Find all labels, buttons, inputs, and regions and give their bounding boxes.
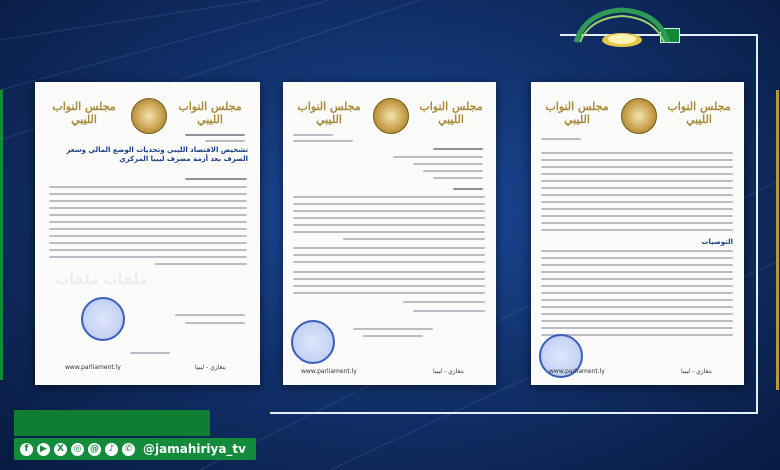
document-header xyxy=(283,90,496,134)
youtube-icon[interactable]: ▶ xyxy=(37,443,50,456)
social-bar-accent xyxy=(14,410,210,436)
official-stamp-icon xyxy=(81,297,125,341)
parliament-seal-icon xyxy=(373,98,409,134)
header-calligraphy-left: مجلس النواب الليبي xyxy=(52,100,116,126)
x-icon[interactable]: X xyxy=(54,443,67,456)
header-calligraphy-right: مجلس النواب الليبي xyxy=(667,100,731,126)
document-page-1: مجلس النواب الليبي مجلس النواب الليبي تشخيص الاقتصاد الليبي وتحديات الوضع المالي وسعر الصرف بعد أزمة مصرف ليبيا المركزي ملفات ملفات www.parliament.ly بنغازي - ليبيا xyxy=(35,82,260,385)
footer-website: www.parliament.ly xyxy=(301,368,357,375)
header-calligraphy-right: مجلس النواب الليبي xyxy=(419,100,483,126)
header-calligraphy-left: مجلس النواب الليبي xyxy=(297,100,361,126)
document-title: تشخيص الاقتصاد الليبي وتحديات الوضع المالي وسعر الصرف بعد أزمة مصرف ليبيا المركزي xyxy=(66,146,248,163)
parliament-seal-icon xyxy=(621,98,657,134)
header-calligraphy-left: مجلس النواب الليبي xyxy=(545,100,609,126)
section-heading: التوصيات xyxy=(701,238,733,246)
social-handle-text: @jamahiriya_tv xyxy=(143,442,246,456)
whatsapp-icon[interactable]: ✆ xyxy=(122,443,135,456)
footer-website: www.parliament.ly xyxy=(65,364,121,371)
tiktok-icon[interactable]: ♪ xyxy=(105,443,118,456)
footer-city: بنغازي - ليبيا xyxy=(681,368,712,375)
header-calligraphy-right: مجلس النواب الليبي xyxy=(178,100,242,126)
footer-city: بنغازي - ليبيا xyxy=(433,368,464,375)
social-handle-bar xyxy=(14,438,256,460)
parliament-seal-icon xyxy=(131,98,167,134)
document-header xyxy=(35,90,260,134)
facebook-icon[interactable]: f xyxy=(20,443,33,456)
document-header xyxy=(531,90,744,134)
channel-emblem-icon xyxy=(566,6,678,48)
instagram-icon[interactable]: ◎ xyxy=(71,443,84,456)
threads-icon[interactable]: @ xyxy=(90,443,99,454)
official-stamp-icon xyxy=(291,320,335,364)
footer-website: www.parliament.ly xyxy=(549,368,605,375)
footer-city: بنغازي - ليبيا xyxy=(195,364,226,371)
document-page-2 xyxy=(283,82,496,385)
document-page-3 xyxy=(531,82,744,385)
